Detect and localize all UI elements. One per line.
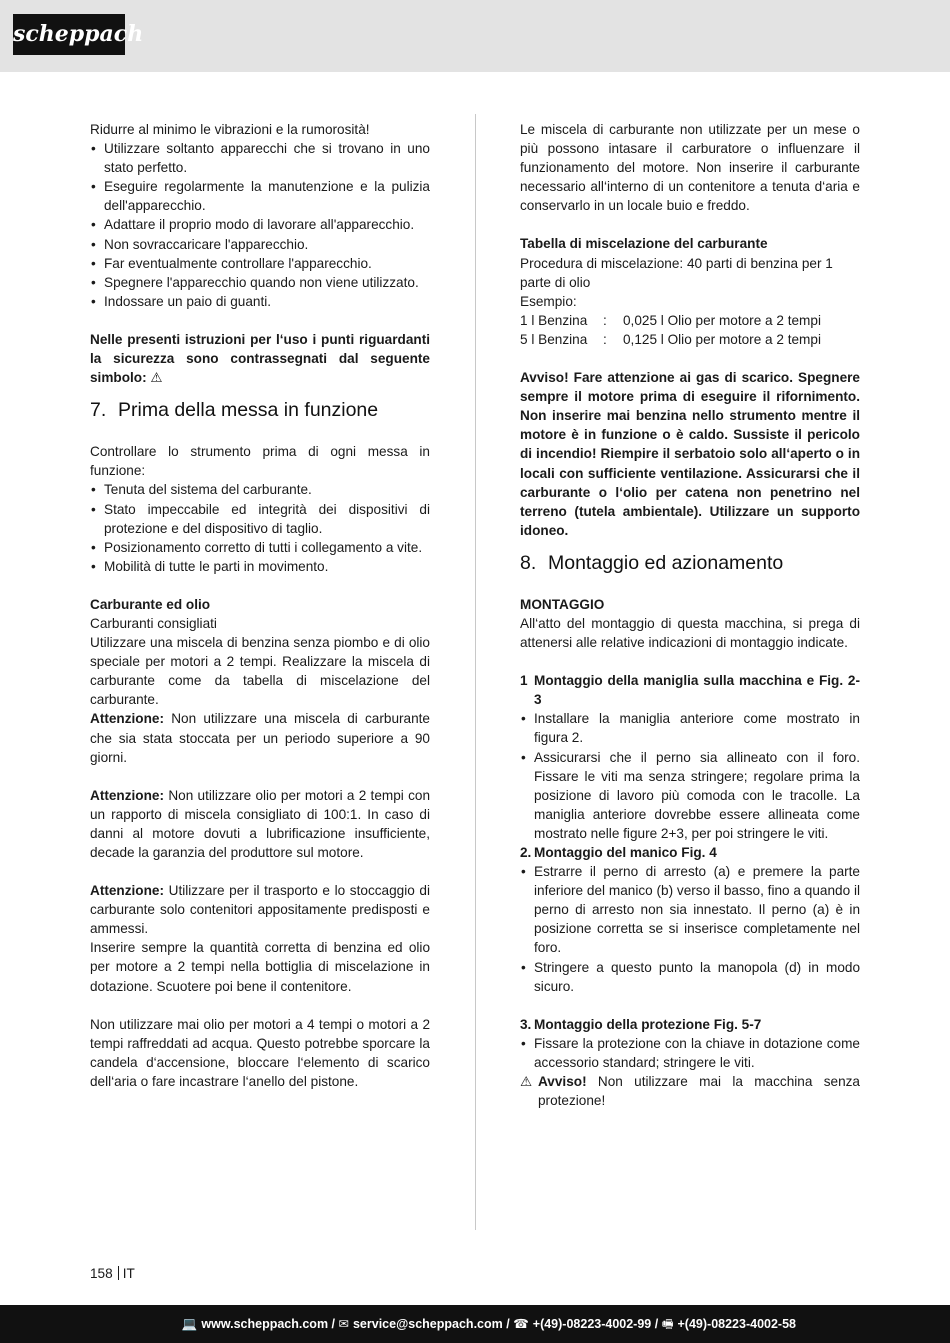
- exhaust-warning: Avviso! Fare attenzione ai gas di scarico. Spegnere sempre il motore prima di eseguire il rifornimento. Non inserire mai benzina nello strumento mentre il motore è in funzione o è caldo. Sussiste il pericolo di incendio! Riempire il serbatoio solo all‘aperto o in locali con sufficiente ventilazione. Assicurarsi che il carburante o l‘olio per catena non penetrino nel terreno (tutela ambientale). Utilizzare un supporto idoneo.: [520, 370, 860, 538]
- section-title: Montaggio ed azionamento: [548, 551, 784, 574]
- attention-label: Attenzione:: [90, 883, 165, 899]
- attention-1: [90, 709, 430, 766]
- footer-fax: +(49)-08223-4002-58: [677, 1317, 796, 1331]
- page-number-value: 158: [90, 1266, 113, 1281]
- list-item: • Estrarre il perno di arresto (a) e premere la parte inferiore del manico (b) verso il basso, fino a quando il perno di arresto non sia innestato. Il perno (a) è in posizione corretta se si inserisce completamente nel foro.: [520, 862, 860, 957]
- page-number: [90, 1264, 135, 1283]
- list-item: • Installare la maniglia anteriore come mostrato in figura 2.: [520, 709, 860, 747]
- fax-icon: 🖷: [661, 1317, 674, 1331]
- vibration-intro: Ridurre al minimo le vibrazioni e la rumorosità!: [90, 122, 370, 137]
- mix-oil: 0,025 l Olio per motore a 2 tempi: [623, 312, 821, 328]
- step-3-heading: [520, 1015, 860, 1034]
- safety-note-text: Nelle presenti istruzioni per l‘uso i punti riguardanti la sicurezza sono contrassegnati dal seguente simbolo:: [90, 331, 430, 386]
- attention-3: [90, 881, 430, 938]
- left-column: [90, 120, 430, 1091]
- mix-row: [520, 311, 860, 330]
- list-item: • Posizionamento corretto di tutti i collegamento a vite.: [90, 538, 430, 557]
- final-warning: [520, 1072, 860, 1110]
- computer-icon: 💻: [181, 1317, 198, 1331]
- unused-fuel-text: Le miscela di carburante non utilizzate per un mese o più possono intasare il carburatore o influenzare il funzionamento del motore. Non inserire il carburante necessario all‘interno di un contenitore a tenuta d‘aria e conservarlo in un locale buio e freddo.: [520, 122, 860, 214]
- header-band: [0, 0, 950, 72]
- step-1-heading: [520, 671, 860, 709]
- phone-icon: ☎: [513, 1317, 529, 1331]
- step-1-list: [520, 709, 860, 843]
- step-number: 2.: [520, 845, 532, 860]
- warning-text: Non utilizzare mai la macchina senza protezione!: [538, 1074, 860, 1109]
- list-item: • Adattare il proprio modo di lavorare all'apparecchio.: [90, 215, 430, 234]
- footer-phone: +(49)-08223-4002-99 /: [532, 1317, 659, 1331]
- attention-label: Attenzione:: [90, 787, 165, 803]
- warning-label: Avviso!: [538, 1074, 587, 1090]
- check-list: [90, 480, 430, 575]
- step-3-list: [520, 1034, 860, 1072]
- list-item: • Stato impeccabile ed integrità dei dispositivi di protezione e del dispositivo di taglio.: [90, 500, 430, 538]
- fuel-heading: Carburante ed olio: [90, 596, 211, 612]
- list-item: • Non sovraccaricare l'apparecchio.: [90, 235, 430, 254]
- page-language: IT: [122, 1266, 135, 1281]
- attention-text: Non utilizzare olio per motori a 2 tempi con un rapporto di miscela consigliato di 100:1. In caso di danni al motore dovuti a lubrificazione insufficiente, decade la garanzia del produttore sul motore.: [90, 787, 430, 860]
- list-item: • Eseguire regolarmente la manutenzione e la pulizia dell'apparecchio.: [90, 177, 430, 215]
- safety-note: [90, 330, 430, 387]
- list-item: • Tenuta del sistema del carburante.: [90, 480, 430, 499]
- footer-contacts: [182, 1305, 796, 1343]
- mail-icon: ✉: [338, 1317, 349, 1331]
- mix-example-label: Esempio:: [520, 293, 577, 309]
- list-item: • Assicurarsi che il perno sia allineato con il foro. Fissare le viti ma senza stringere; regolare prima la posizione di lavoro più comoda con le tracolle. La maniglia anteriore dovrebbe essere allineata come mostrato nelle figure 2+3, per poi stringere le viti.: [520, 748, 860, 843]
- warning-triangle-icon: ⚠: [150, 370, 163, 386]
- step-title: Montaggio del manico Fig. 4: [534, 845, 717, 860]
- attention-2: [90, 786, 430, 862]
- step-title: Montaggio della protezione Fig. 5-7: [534, 1016, 762, 1032]
- fuel-text: Utilizzare una miscela di benzina senza piombo e di olio speciale per motori a 2 tempi. Realizzare la miscela di carburante come da tabella di miscelazione del carburante.: [90, 635, 430, 708]
- section-8-heading: [520, 550, 860, 576]
- footer-email[interactable]: service@scheppach.com /: [352, 1317, 510, 1331]
- list-item: • Spegnere l'apparecchio quando non viene utilizzato.: [90, 273, 430, 292]
- list-item: • Stringere a questo punto la manopola (d) in modo sicuro.: [520, 958, 860, 996]
- section-number: 7.: [90, 399, 107, 422]
- warning-triangle-icon: ⚠: [520, 1074, 533, 1090]
- montaggio-heading: MONTAGGIO: [520, 596, 605, 612]
- attention-text: Utilizzare per il trasporto e lo stoccaggio di carburante solo contenitori appositamente predisposti e ammessi.: [90, 883, 431, 937]
- step-title: Montaggio della maniglia sulla macchina e Fig. 2-3: [534, 673, 860, 708]
- list-item: • Fissare la protezione con la chiave in dotazione come accessorio standard; stringere le viti.: [520, 1034, 860, 1072]
- footer-website[interactable]: www.scheppach.com /: [201, 1317, 336, 1331]
- mix-oil: 0,125 l Olio per motore a 2 tempi: [623, 331, 821, 347]
- right-column: [520, 120, 860, 1110]
- column-divider: [475, 114, 476, 1230]
- attention-label: Attenzione:: [90, 711, 165, 727]
- step-2-list: [520, 862, 860, 996]
- mix-separator: :: [603, 331, 607, 347]
- montaggio-text: All‘atto del montaggio di questa macchina, si prega di attenersi alle relative indicazioni di montaggio indicate.: [520, 615, 860, 651]
- attention-text: Non utilizzare una miscela di carburante che sia stata stoccata per un periodo superiore a 90 giorni.: [90, 711, 430, 765]
- page-separator: [118, 1266, 119, 1280]
- step-number: 3.: [520, 1016, 532, 1032]
- check-intro: Controllare lo strumento prima di ogni messa in funzione:: [90, 444, 430, 479]
- section-7-heading: [90, 397, 430, 423]
- section-title: Prima della messa in funzione: [118, 399, 379, 422]
- list-item: • Indossare un paio di guanti.: [90, 292, 430, 311]
- footer-bar: [0, 1305, 950, 1343]
- fuel-subheading: Carburanti consigliati: [90, 615, 217, 631]
- mix-petrol: 5 l Benzina: [520, 331, 588, 347]
- mix-table-heading: Tabella di miscelazione del carburante: [520, 236, 768, 252]
- list-item: • Far eventualmente controllare l'apparecchio.: [90, 254, 430, 273]
- insert-text: Inserire sempre la quantità corretta di benzina ed olio per motore a 2 tempi nella bottiglia di miscelazione in dotazione. Scuotere poi bene il contenitore.: [90, 940, 430, 994]
- mix-procedure: Procedura di miscelazione: 40 parti di benzina per 1 parte di olio: [520, 255, 833, 290]
- scheppach-logo: scheppach: [13, 14, 125, 55]
- mix-row: [520, 330, 860, 349]
- mix-petrol: 1 l Benzina: [520, 312, 588, 328]
- list-item: • Mobilità di tutte le parti in movimento.: [90, 557, 430, 576]
- mix-separator: :: [603, 312, 607, 328]
- section-number: 8.: [520, 551, 537, 574]
- vibration-list: [90, 139, 430, 311]
- step-number: 1: [520, 673, 528, 689]
- step-2-heading: [520, 843, 860, 862]
- list-item: • Utilizzare soltanto apparecchi che si trovano in uno stato perfetto.: [90, 139, 430, 177]
- oil-4-stroke-warning: Non utilizzare mai olio per motori a 4 tempi o motori a 2 tempi raffreddati ad acqua. Questo potrebbe sporcare la candela d‘accensione, bloccare l‘elemento di scarico dell‘aria o fare incastrare l‘anello del pistone.: [90, 1016, 430, 1089]
